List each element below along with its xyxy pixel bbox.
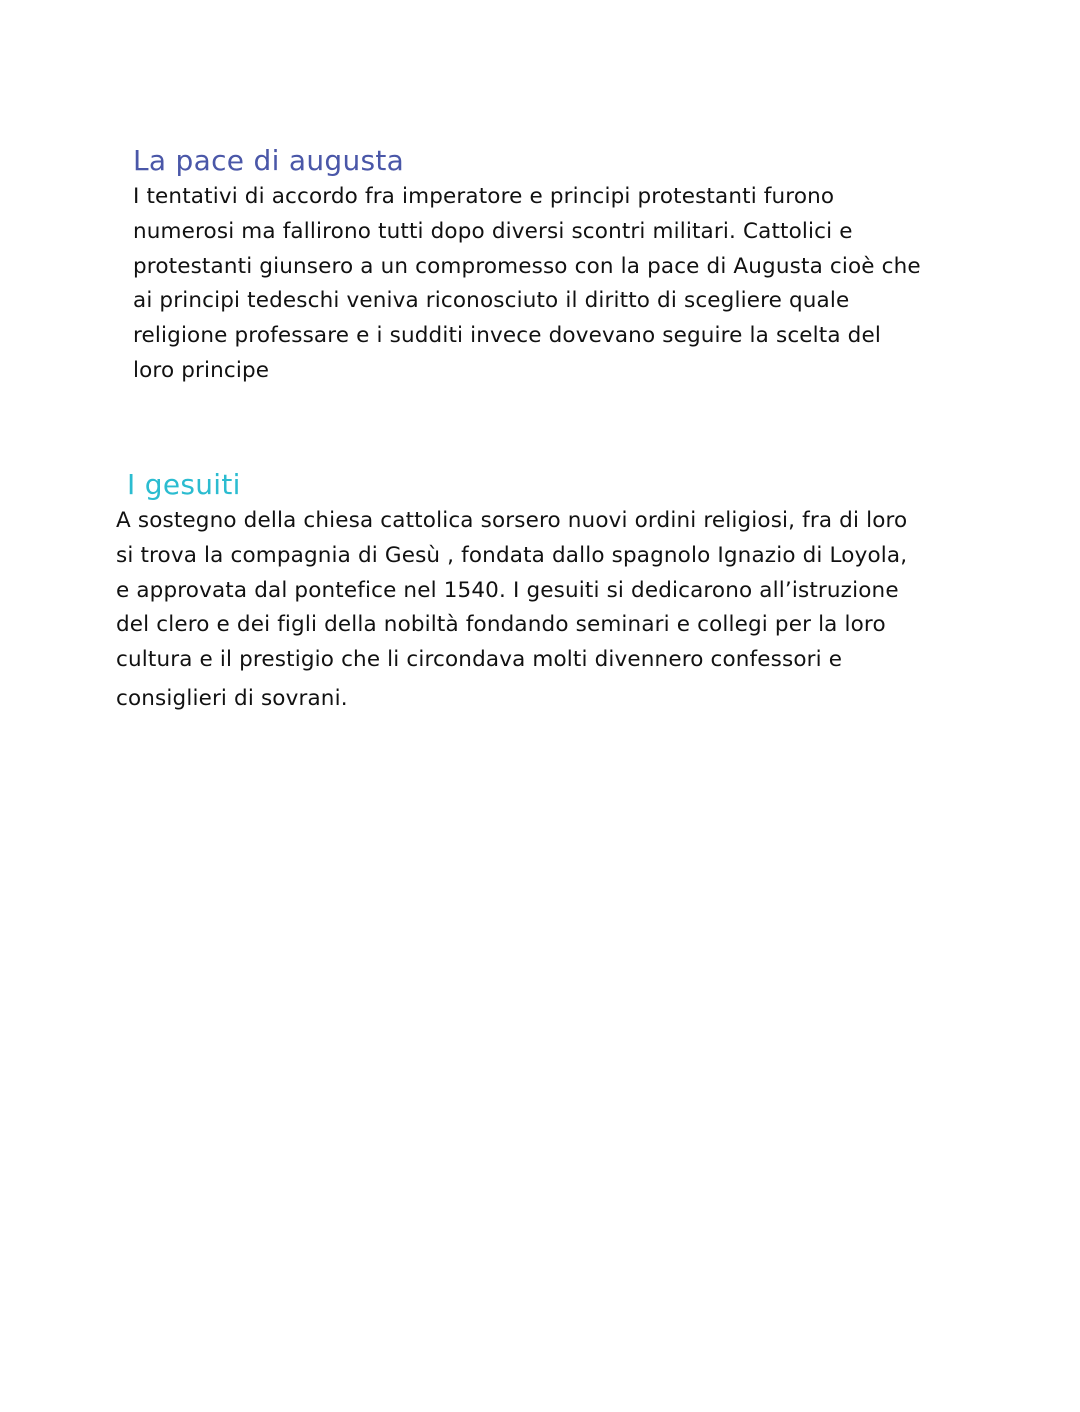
text-line: si trova la compagnia di Gesù , fondata dallo spagnolo Ignazio di Loyola, bbox=[116, 542, 908, 568]
section-heading: I gesuiti bbox=[127, 468, 241, 501]
text-line: I tentativi di accordo fra imperatore e principi protestanti furono bbox=[133, 184, 835, 209]
text-line: protestanti giunsero a un compromesso con la pace di Augusta cioè che bbox=[133, 253, 921, 279]
section-body bbox=[116, 504, 956, 717]
text-line: loro principe bbox=[133, 357, 270, 383]
text-line: e approvata dal pontefice nel 1540. I gesuiti si dedicarono all’istruzione bbox=[116, 577, 899, 603]
text-line: del clero e dei figli della nobiltà fondando seminari e collegi per la loro bbox=[116, 612, 886, 638]
section-i-gesuiti bbox=[116, 466, 956, 717]
section-heading: La pace di augusta bbox=[133, 144, 405, 177]
section-pace-di-augusta bbox=[133, 142, 953, 389]
text-line: cultura e il prestigio che li circondava molti divennero confessori e bbox=[116, 647, 843, 673]
text-line: ai principi tedeschi veniva riconosciuto il diritto di scegliere quale bbox=[133, 288, 850, 314]
text-line: numerosi ma fallirono tutti dopo diversi scontri militari. Cattolici e bbox=[133, 218, 853, 244]
section-body bbox=[133, 180, 953, 389]
text-line: consiglieri di sovrani. bbox=[116, 685, 348, 711]
text-line: A sostegno della chiesa cattolica sorsero nuovi ordini religiosi, fra di loro bbox=[116, 508, 908, 533]
text-line: religione professare e i sudditi invece dovevano seguire la scelta del bbox=[133, 323, 881, 349]
